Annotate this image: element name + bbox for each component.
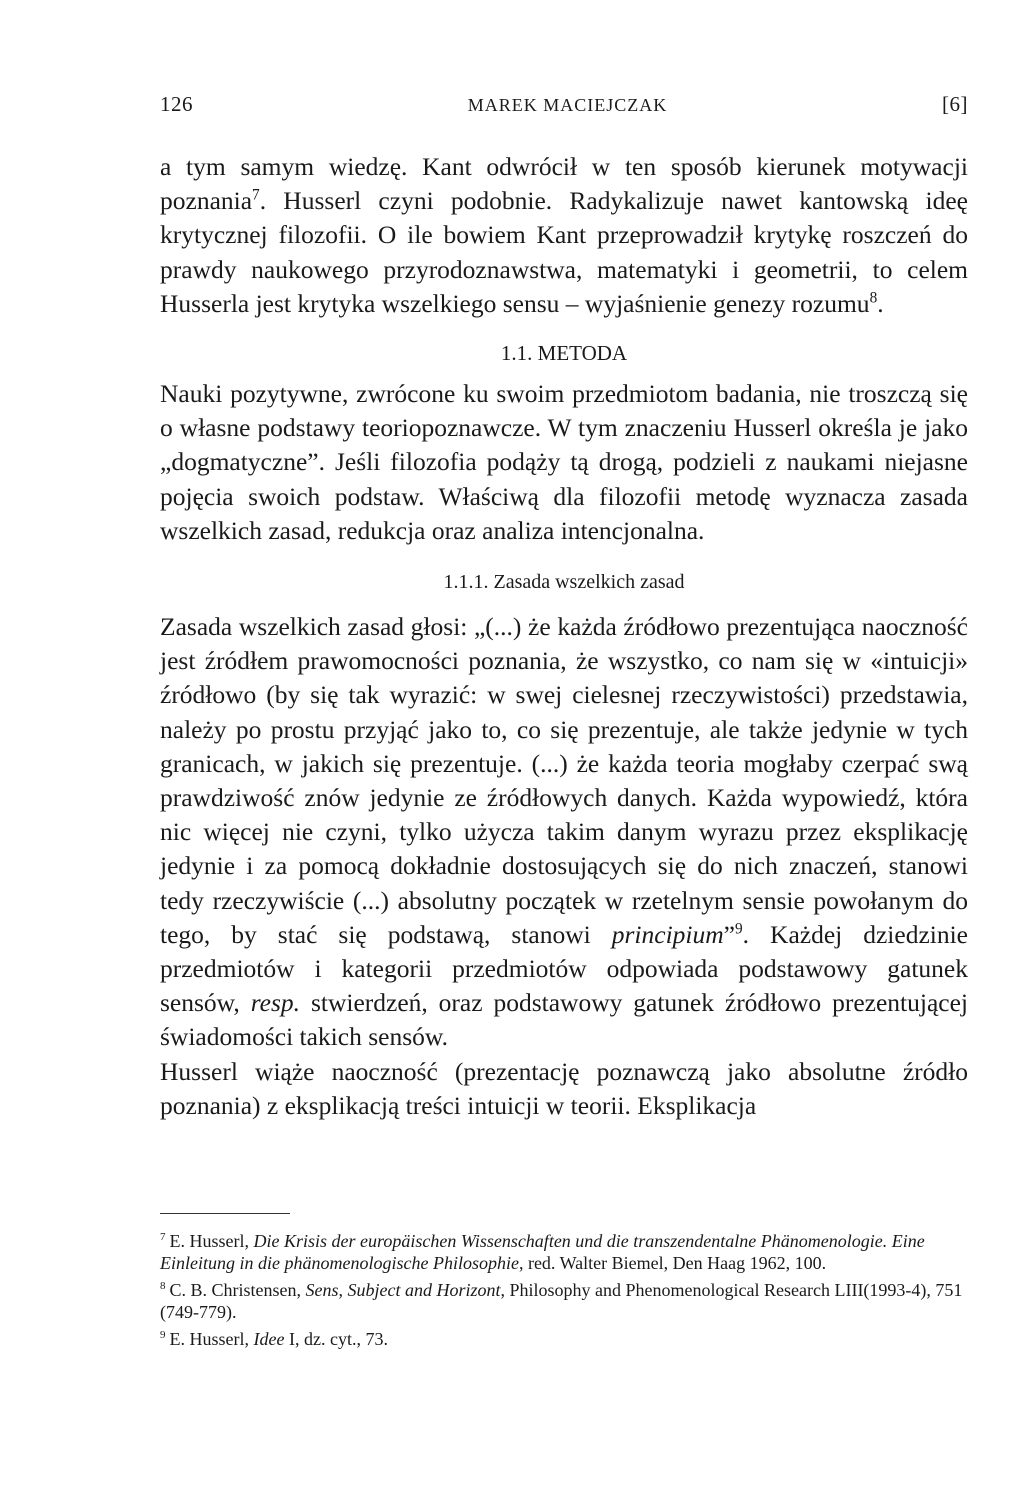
paragraph-2: Nauki pozytywne, zwrócone ku swoim przedmiotom badania, nie troszczą się o własne podstawy teoriopoznawcze. W tym znaczeniu Husserl określa je jako „dogmatyczne”. Jeśli filozofia podąży tą drogą, podzieli z naukami niejasne pojęcia swoich podstaw. Właściwą dla filozofii metodę wyznacza zasada wszelkich zasad, redukcja oraz analiza intencjonalna. xyxy=(160,379,968,545)
paragraph-1 xyxy=(160,150,968,321)
footnote-8-title: Sens, Subject and Horizont xyxy=(305,1280,501,1300)
footnote-mark-8: 8 xyxy=(160,1280,166,1292)
para3-italic-principium: principium xyxy=(611,919,724,949)
footnote-7-title: Die Krisis der europäischen Wissenschaften und die transzendentalne Phänomenologie. Eine Einleitung in die phänomenologische Philosophie xyxy=(160,1231,925,1273)
footnote-7-author: E. Husserl, xyxy=(169,1231,254,1251)
footnote-separator xyxy=(160,1213,290,1214)
para1-text-a: a tym samym wiedzę. Kant odwrócił w ten sposób kierunek motywacji poznania xyxy=(160,152,968,216)
footnote-8-details: , Philosophy and Phenomenological Research LIII(1993-4), 751 (749-779). xyxy=(160,1280,963,1322)
footnote-ref-9: 9 xyxy=(735,920,743,938)
footnote-ref-8: 8 xyxy=(869,289,878,307)
running-title-author: MAREK MACIEJCZAK xyxy=(467,95,668,115)
page-number: 126 xyxy=(160,92,193,116)
para3-italic-resp: resp. xyxy=(250,988,301,1018)
para1-text-b: . Husserl czyni podobnie. Radykalizuje nawet kantowską ideę krytycznej filozofii. O ile bowiem Kant przeprowadził krytykę roszczeń do prawdy naukowego przyrodoznawstwa, matematyki i geometrii, to celem Husserla jest krytyka wszelkiego sensu – wyjaśnienie genezy rozumu xyxy=(160,186,968,318)
footnotes xyxy=(160,1213,968,1351)
footnote-9 xyxy=(160,1324,968,1350)
section-heading-metoda: 1.1. METODA xyxy=(500,341,628,366)
footnote-7 xyxy=(160,1226,968,1274)
para3-text-c: . Każdej dziedzinie przedmiotów i kategorii przedmiotów odpowiada podstawowy gatunek sensów, xyxy=(160,919,969,1018)
paragraph-4: Husserl wiąże naoczność (prezentację poznawczą jako absolutne źródło poznania) z eksplikacją treści intuicji w teorii. Eksplikacja xyxy=(160,1056,968,1120)
footnote-ref-7: 7 xyxy=(252,186,260,204)
para3-text-d: stwierdzeń, oraz podstawowy gatunek źródłowo prezentującej świadomości takich sensów. xyxy=(160,988,968,1052)
footnote-9-details: I, dz. cyt., 73. xyxy=(284,1329,388,1349)
subsection-heading-zasada: 1.1.1. Zasada wszelkich zasad xyxy=(443,571,685,594)
section-marker: [6] xyxy=(941,92,968,116)
para3-closing-quote: ” xyxy=(723,919,735,949)
footnote-mark-9: 9 xyxy=(160,1329,166,1341)
para3-text-a: Zasada wszelkich zasad głosi: „(...) że każda źródłowo prezentująca naoczność jest źródłem prawomocności poznania, że wszystko, co nam się w «intuicji» źródłowo (by się tak wyrazić: w swej cielesnej rzeczywistości) przedstawia, należy po prostu przyjąć jako to, co się prezentuje, ale także jedynie w tych granicach, w jakich się prezentuje. (...) że każda teoria mogłaby czerpać swą prawdziwość znów jedynie ze źródłowych danych. Każda wypowiedź, która nic więcej nie czyni, tylko użycza takim danym wyrazu przez eksplikację jedynie i za pomocą dokładnie dostosujących się do nich znaczeń, stanowi tedy rzeczywiście (...) absolutny początek w rzetelnym sensie powołanym do tego, by stać się podstawą, stanowi xyxy=(160,612,968,949)
footnote-mark-7: 7 xyxy=(160,1231,166,1243)
footnote-9-author: E. Husserl, xyxy=(169,1329,254,1349)
paragraph-3 xyxy=(160,610,968,1055)
running-head xyxy=(160,92,968,117)
para1-text-c: . xyxy=(877,288,884,318)
footnote-9-title: Idee xyxy=(253,1329,285,1349)
footnote-8 xyxy=(160,1275,968,1323)
footnote-8-author: C. B. Christensen, xyxy=(169,1280,306,1300)
footnote-7-details: , red. Walter Biemel, Den Haag 1962, 100. xyxy=(518,1253,827,1273)
main-text xyxy=(160,150,968,1123)
